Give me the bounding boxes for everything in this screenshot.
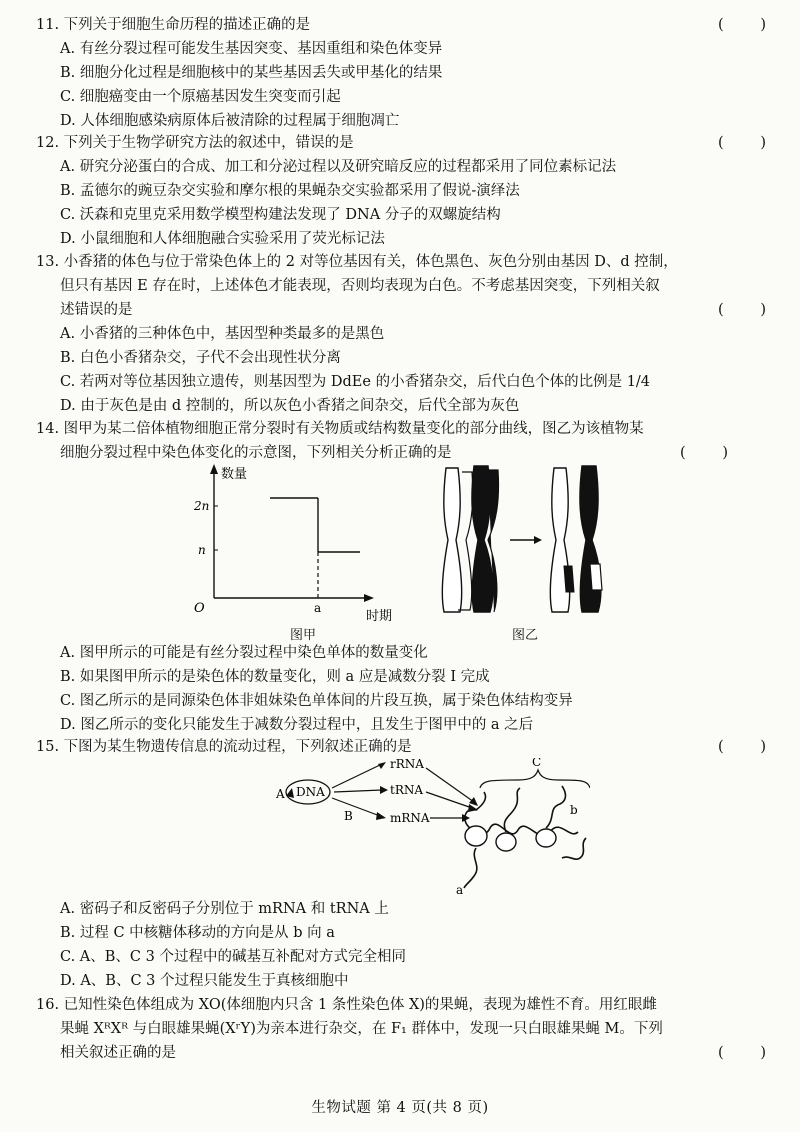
option-b: B. 白色小香猪杂交，子代不会出现性状分离 <box>60 350 341 366</box>
polypeptide-3 <box>546 786 566 828</box>
figure-yi <box>430 462 630 642</box>
x-axis-label: 时期 <box>366 609 393 624</box>
option-d: D. A、B、C 3 个过程只能发生于真核细胞中 <box>60 973 349 989</box>
ribosome-2 <box>496 833 516 851</box>
exchanged-segment-black <box>564 566 574 592</box>
label-rRNA: rRNA <box>390 758 424 771</box>
figure-jia-chart <box>190 462 400 642</box>
label-C: C <box>532 758 542 769</box>
option-a: A. 研究分泌蛋白的合成、加工和分泌过程以及研究暗反应的过程都采用了同位素标记法 <box>60 159 617 175</box>
question-stem-line-2: 但只有基因 E 存在时，上述体色才能表现，否则均表现为白色。不考虑基因突变，下列相关叙 <box>60 278 660 294</box>
label-DNA: DNA <box>296 785 325 799</box>
label-a: a <box>456 883 464 897</box>
option-c: C. 细胞癌变由一个原癌基因发生突变而引起 <box>60 89 341 105</box>
arrow-to-mrna <box>332 798 380 816</box>
arrow-to-rrna-head <box>378 762 386 769</box>
option-b: B. 孟德尔的豌豆杂交实验和摩尔根的果蝇杂交实验都采用了假说-演绎法 <box>60 183 520 199</box>
option-c: C. 若两对等位基因独立遗传，则基因型为 DdEe 的小香猪杂交，后代白色个体的比例是 1/4 <box>60 374 651 390</box>
label-b: b <box>570 803 578 817</box>
y-axis-label: 数量 <box>221 467 248 482</box>
figure-yi-caption: 图乙 <box>512 628 539 643</box>
question-stem-line-3: 相关叙述正确的是 <box>60 1045 176 1061</box>
mrna-tail <box>464 848 477 888</box>
answer-bracket[interactable] <box>680 442 728 464</box>
figure-jia <box>190 462 400 642</box>
question-stem-line-2: 果蝇 XᴿXᴿ 与白眼雄果蝇(XʳY)为亲本进行杂交，在 F₁ 群体中，发现一只白眼雄果蝇 M。下列 <box>60 1021 663 1037</box>
option-d: D. 人体细胞感染病原体后被清除的过程属于细胞凋亡 <box>60 113 400 129</box>
exchanged-segment-white <box>590 564 602 590</box>
y-axis-arrow <box>210 464 218 474</box>
question-stem-line-1: 14. 图甲为某二倍体植物细胞正常分裂时有关物质或结构数量变化的部分曲线，图乙为该植物某 <box>36 421 644 437</box>
option-c: C. 图乙所示的是同源染色体非姐妹染色单体间的片段互换，属于染色体结构变异 <box>60 693 573 709</box>
arrow-rrna-to-ribosome <box>426 768 474 802</box>
transition-arrow-head <box>534 536 542 544</box>
question-stem-line-3: 述错误的是 <box>60 302 133 318</box>
arrow-to-trna-head <box>380 786 388 794</box>
answer-bracket[interactable] <box>718 14 766 36</box>
label-tRNA: tRNA <box>390 783 424 797</box>
ribosome-3 <box>536 829 556 847</box>
brace-C <box>480 770 590 788</box>
figure-yi-diagram <box>430 462 630 622</box>
answer-bracket[interactable] <box>718 299 766 321</box>
arrow-trna-to-ribosome <box>426 792 472 808</box>
option-c: C. A、B、C 3 个过程中的碱基互补配对方式完全相同 <box>60 949 406 965</box>
figure-jia-caption: 图甲 <box>290 628 317 643</box>
question-stem-line-1: 13. 小香猪的体色与位于常染色体上的 2 对等位基因有关，体色黑色、灰色分别由基因 D、d 控制， <box>36 254 678 270</box>
ribosome-1 <box>465 826 487 846</box>
option-d: D. 由于灰色是由 d 控制的，所以灰色小香猪之间杂交，后代全部为灰色 <box>60 398 520 414</box>
chromosome-white-before <box>442 468 461 612</box>
arrow-to-rrna <box>332 764 382 788</box>
answer-bracket[interactable] <box>718 1042 766 1064</box>
option-a: A. 密码子和反密码子分别位于 mRNA 和 tRNA 上 <box>60 901 389 917</box>
label-A: A <box>276 787 285 801</box>
option-a: A. 图甲所示的可能是有丝分裂过程中染色单体的数量变化 <box>60 645 428 661</box>
y-tick-n: n <box>198 543 206 557</box>
option-b: B. 细胞分化过程是细胞核中的某些基因丢失或甲基化的结果 <box>60 65 443 81</box>
option-c: C. 沃森和克里克采用数学模型构建法发现了 DNA 分子的双螺旋结构 <box>60 207 501 223</box>
question-stem-line-1: 16. 已知性染色体组成为 XO(体细胞内只含 1 条性染色体 X)的果蝇，表现为雄性不育。用红眼雌 <box>36 997 657 1013</box>
answer-bracket[interactable] <box>718 736 766 758</box>
answer-bracket[interactable] <box>718 132 766 154</box>
x-tick-a: a <box>314 601 322 615</box>
label-mRNA: mRNA <box>390 811 430 825</box>
option-b: B. 如果图甲所示的是染色体的数量变化，则 a 应是减数分裂 Ⅰ 完成 <box>60 669 490 685</box>
question-stem: 11. 下列关于细胞生命历程的描述正确的是 <box>36 17 311 33</box>
option-b: B. 过程 C 中核糖体移动的方向是从 b 向 a <box>60 925 335 941</box>
question-stem: 15. 下图为某生物遗传信息的流动过程，下列叙述正确的是 <box>36 739 412 755</box>
polypeptide-4 <box>562 838 586 859</box>
option-d: D. 图乙所示的变化只能发生于减数分裂过程中，且发生于图甲中的 a 之后 <box>60 717 534 733</box>
question-stem-line-2: 细胞分裂过程中染色体变化的示意图，下列相关分析正确的是 <box>60 445 452 461</box>
polypeptide-2 <box>504 788 520 832</box>
origin-label: O <box>194 601 205 616</box>
page-footer: 生物试题 第 4 页(共 8 页) <box>311 1100 489 1116</box>
x-axis-arrow <box>364 594 374 602</box>
option-a: A. 有丝分裂过程可能发生基因突变、基因重组和染色体变异 <box>60 41 443 57</box>
y-tick-2n: 2n <box>194 499 210 513</box>
figure-15-diagram <box>270 758 590 898</box>
question-stem: 12. 下列关于生物学研究方法的叙述中，错误的是 <box>36 135 354 151</box>
arrow-rrna-to-ribosome-head <box>469 797 478 806</box>
option-d: D. 小鼠细胞和人体细胞融合实验采用了荧光标记法 <box>60 231 385 247</box>
arrow-to-mrna-head <box>376 812 386 820</box>
label-B: B <box>344 809 353 823</box>
option-a: A. 小香猪的三种体色中，基因型种类最多的是黑色 <box>60 326 385 342</box>
figure-15 <box>270 758 590 898</box>
arrow-to-trna <box>334 790 382 792</box>
